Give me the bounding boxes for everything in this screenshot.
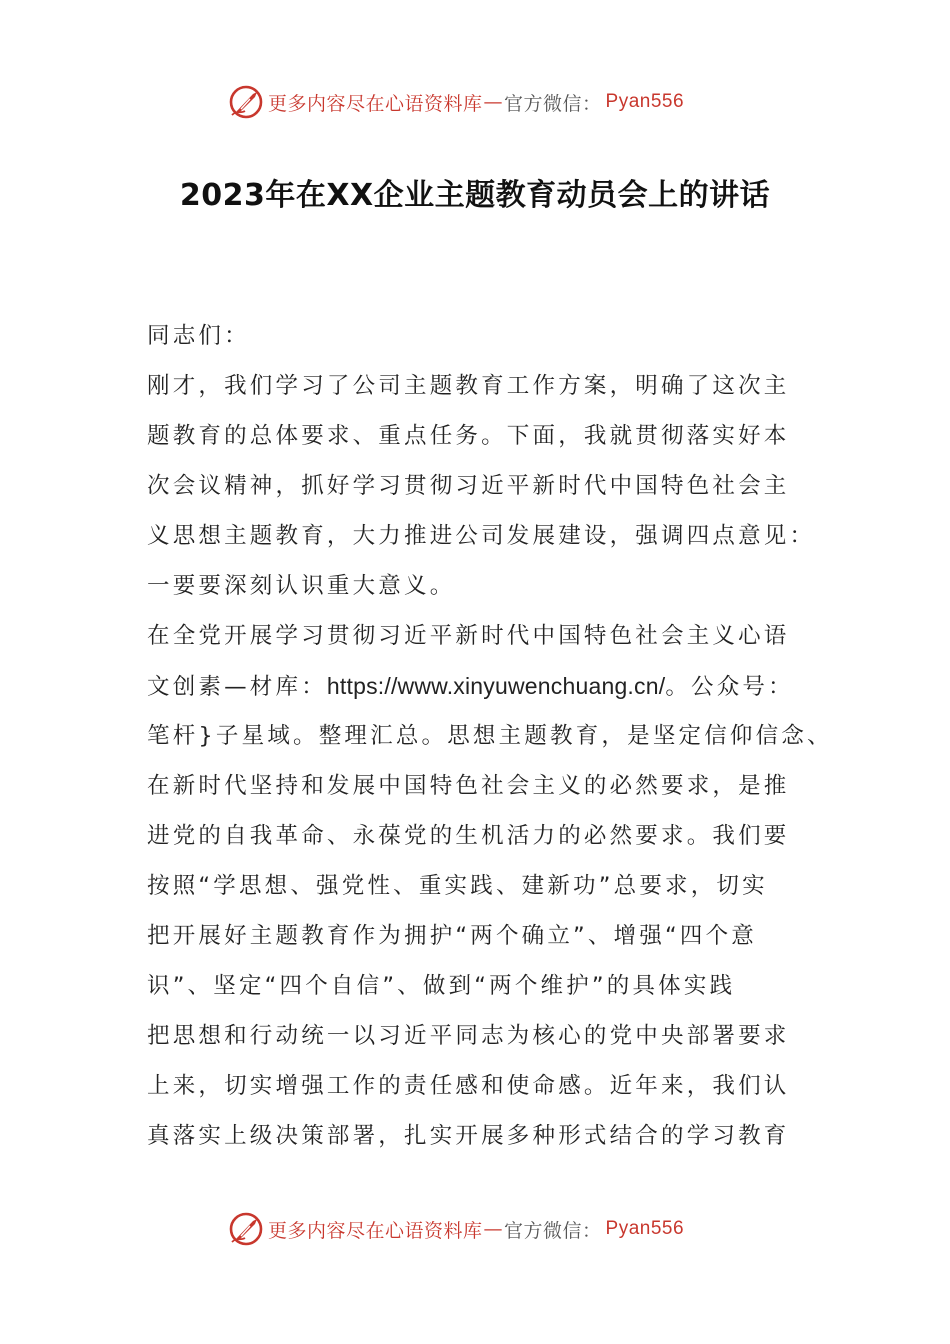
banner-wechat-id: Pyan556	[605, 91, 685, 112]
paragraph-line: 次会议精神，抓好学习贯彻习近平新时代中国特色社会主	[147, 473, 790, 499]
salutation: 同志们：	[147, 323, 250, 349]
paragraph-line-with-url	[147, 666, 847, 716]
line-prefix: 文创素—材库：	[147, 674, 327, 700]
banner-wechat-label: 官方微信：	[504, 92, 602, 115]
paragraph-line: 把开展好主题教育作为拥护“两个确立”、增强“四个意	[147, 923, 757, 949]
paragraph-line: 义思想主题教育，大力推进公司发展建设，强调四点意见：	[147, 523, 816, 549]
paragraph-line: 在全党开展学习贯彻习近平新时代中国特色社会主义心语	[147, 623, 790, 649]
paragraph-line: 刚才，我们学习了公司主题教育工作方案，明确了这次主	[147, 373, 790, 399]
document-title: 2023年在XX企业主题教育动员会上的讲话	[179, 178, 771, 213]
document-body	[147, 316, 847, 1166]
banner-title: 更多内容尽在心语资料库	[268, 92, 483, 115]
banner-wechat-label: 官方微信：	[504, 1219, 602, 1242]
paragraph-line: 题教育的总体要求、重点任务。下面，我就贯彻落实好本	[147, 423, 790, 449]
paragraph-line: 进党的自我革命、永葆党的生机活力的必然要求。我们要	[147, 823, 790, 849]
paragraph-line: 按照“学思想、强党性、重实践、建新功”总要求，切实	[147, 873, 768, 899]
banner-title: 更多内容尽在心语资料库	[268, 1219, 483, 1242]
paragraph-line: 真落实上级决策部署，扎实开展多种形式结合的学习教育	[147, 1123, 790, 1149]
banner-dash: —	[483, 91, 504, 113]
paragraph-line: 笔杆}子星域。整理汇总。思想主题教育，是坚定信仰信念、	[147, 723, 833, 749]
quill-logo-icon	[228, 1211, 264, 1247]
paragraph-line: 上来，切实增强工作的责任感和使命感。近年来，我们认	[147, 1073, 790, 1099]
website-url[interactable]: https://www.xinyuwenchuang.cn/	[326, 673, 666, 699]
paragraph-line: 在新时代坚持和发展中国特色社会主义的必然要求，是推	[147, 773, 790, 799]
header-banner[interactable]	[228, 84, 684, 120]
section-heading: 一要要深刻认识重大意义。	[147, 573, 456, 599]
line-suffix: 。公众号：	[665, 674, 794, 700]
footer-banner[interactable]	[228, 1211, 684, 1247]
paragraph-line: 识”、坚定“四个自信”、做到“两个维护”的具体实践	[147, 973, 736, 999]
banner-dash: —	[483, 1218, 504, 1240]
banner-wechat-id: Pyan556	[605, 1218, 685, 1239]
paragraph-line: 把思想和行动统一以习近平同志为核心的党中央部署要求	[147, 1023, 790, 1049]
quill-logo-icon	[228, 84, 264, 120]
